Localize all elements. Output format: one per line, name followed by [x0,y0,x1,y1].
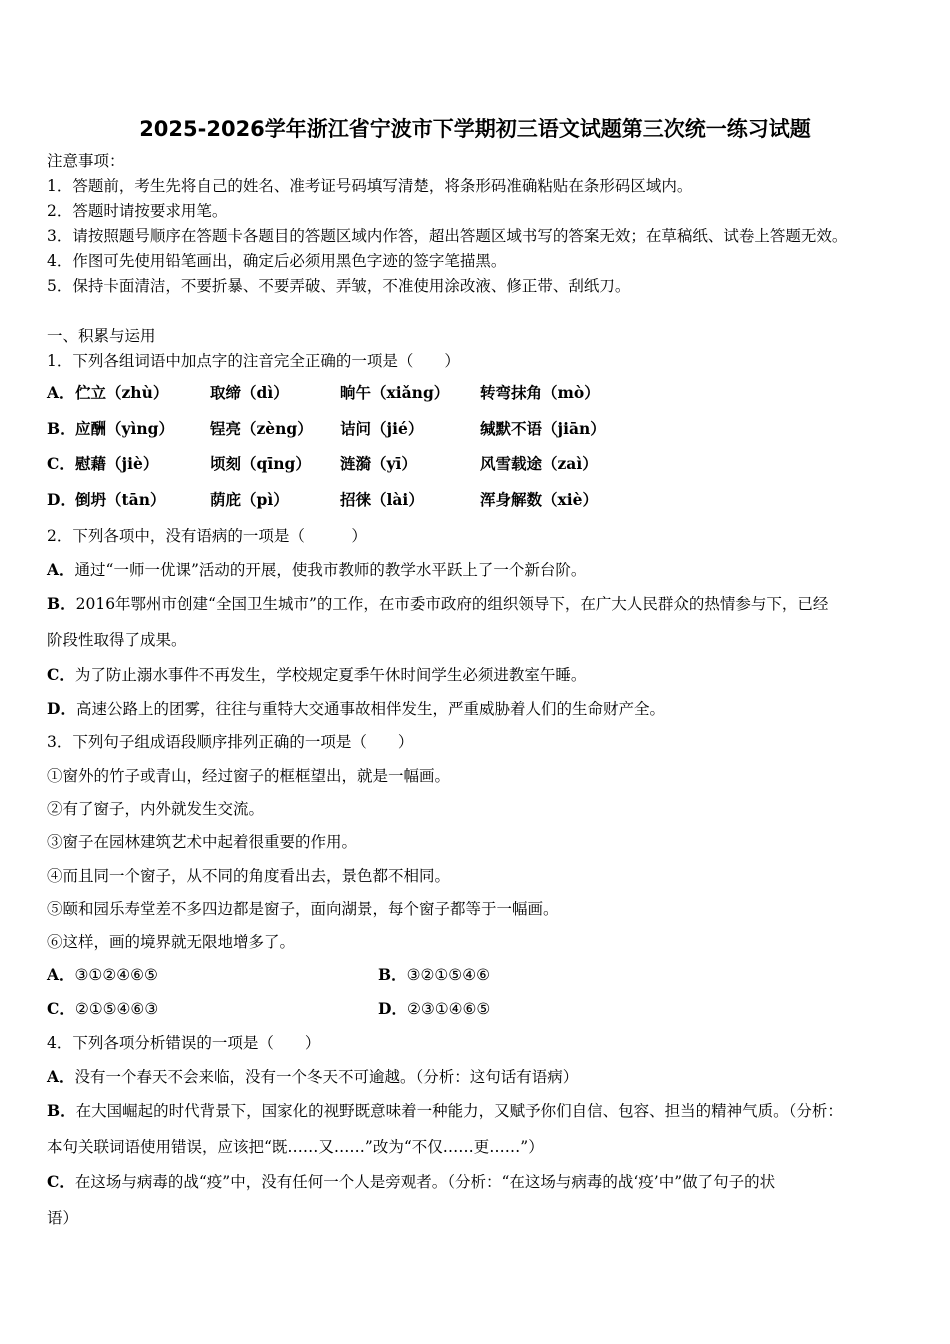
q4-option-c-cont: 语） [47,1209,79,1227]
q3-sentence: ①窗外的竹子或青山，经过窗子的框框望出，就是一幅画。 [47,767,451,785]
option-label: D． [47,699,76,718]
option-text: 在大国崛起的时代背景下，国家化的视野既意味着一种能力，又赋予你们自信、包容、担当的精神气质。（分析： [75,1102,843,1120]
section-heading: 一、积累与运用 [47,327,156,345]
notice-item: 2．答题时请按要求用笔。 [47,202,228,220]
q1-option-word: 晌午（xiǎng） [340,383,450,402]
option-text: ②①⑤④⑥③ [74,1000,159,1018]
option-text: 通过“一师一优课”活动的开展，使我市教师的教学水平跃上了一个新台阶。 [74,561,587,579]
notice-item: 4．作图可先使用铅笔画出，确定后必须用黑色字迹的签字笔描黑。 [47,252,507,270]
option-label: B． [47,594,76,613]
q2-option-c [47,665,586,685]
q1-option-label: D． [47,490,76,509]
option-text: ②③①④⑥⑤ [406,1000,491,1018]
q1-option-word: 倒坍（tān） [75,490,166,509]
option-label: C． [47,665,75,684]
q1-option-label: B． [47,419,76,438]
option-text: 在这场与病毒的战“疫”中，没有任何一个人是旁观者。（分析：“在这场与病毒的战‘疫’中”做了句子的状 [74,1173,776,1191]
q3-option-a [47,965,158,985]
option-label: C． [47,999,75,1018]
notice-item: 1．答题前，考生先将自己的姓名、准考证号码填写清楚，将条形码准确粘贴在条形码区域内。 [47,177,693,195]
q2-option-b-cont: 阶段性取得了成果。 [47,631,187,649]
q3-sentence: ④而且同一个窗子，从不同的角度看出去，景色都不相同。 [47,867,451,885]
q1-option-word: 浑身解数（xiè） [480,490,598,509]
q3-option-d [378,999,490,1019]
option-label: A． [47,560,75,579]
q2-stem: 2．下列各项中，没有语病的一项是（ ） [47,527,367,545]
document-title: 2025-2026学年浙江省宁波市下学期初三语文试题第三次统一练习试题 [139,117,811,141]
q3-sentence: ⑥这样，画的境界就无限地增多了。 [47,933,296,951]
option-text: 为了防止溺水事件不再发生，学校规定夏季午休时间学生必须进教室午睡。 [74,666,587,684]
option-label: A． [47,965,75,984]
q4-option-c [47,1172,775,1192]
q4-option-b [47,1101,843,1121]
option-text: ③①②④⑥⑤ [74,966,158,984]
q1-option-word: 取缔（dì） [210,383,289,402]
q1-option-word: 风雪载途（zaì） [480,454,598,473]
q1-option-word: 诘问（jié） [340,419,424,438]
q1-option-label: A． [47,383,75,402]
q1-option-word: 应酬（yìng） [75,419,175,438]
option-label: B． [47,1101,76,1120]
option-text: 高速公路上的团雾，往往与重特大交通事故相伴发生，严重威胁着人们的生命财产全。 [75,700,665,718]
notice-item: 3．请按照题号顺序在答题卡各题目的答题区域内作答，超出答题区域书写的答案无效；在草稿纸、试卷上答题无效。 [47,227,848,245]
option-label: C． [47,1172,75,1191]
q3-sentence: ⑤颐和园乐寿堂差不多四边都是窗子，面向湖景，每个窗子都等于一幅画。 [47,900,559,918]
q1-option-word: 缄默不语（jiān） [480,419,606,438]
option-label: A． [47,1067,75,1086]
q3-sentence: ②有了窗子，内外就发生交流。 [47,800,265,818]
q4-option-b-cont: 本句关联词语使用错误，应该把“既……又……”改为“不仅……更……”） [47,1138,544,1156]
q3-sentence: ③窗子在园林建筑艺术中起着很重要的作用。 [47,833,358,851]
option-text: 2016年鄂州市创建“全国卫生城市”的工作，在市委市政府的组织领导下，在广大人民群众的热情参与下，已经 [75,595,829,613]
q1-stem: 1．下列各组词语中加点字的注音完全正确的一项是（ ） [47,352,460,370]
q3-option-c [47,999,158,1019]
q3-option-b [378,965,490,985]
q1-option-word: 涟漪（yī） [340,454,417,473]
q2-option-d [47,699,665,719]
q1-option-word: 伫立（zhù） [75,383,169,402]
option-label: B． [378,965,407,984]
q4-option-a [47,1067,578,1087]
q1-option-word: 顷刻（qīng） [210,454,311,473]
q1-option-label: C． [47,454,75,473]
option-label: D． [378,999,407,1018]
q3-stem: 3．下列句子组成语段顺序排列正确的一项是（ ） [47,733,414,751]
q4-stem: 4．下列各项分析错误的一项是（ ） [47,1034,321,1052]
q1-option-word: 招徕（lài） [340,490,424,509]
q1-option-word: 慰藉（jiè） [75,454,159,473]
option-text: 没有一个春天不会来临，没有一个冬天不可逾越。（分析：这句话有语病） [74,1068,579,1086]
q2-option-b [47,594,828,614]
notice-heading: 注意事项： [47,152,125,170]
q1-option-word: 锃亮（zèng） [210,419,313,438]
q1-option-word: 转弯抹角（mò） [480,383,600,402]
option-text: ③②①⑤④⑥ [406,966,490,984]
q2-option-a [47,560,586,580]
q1-option-word: 荫庇（pì） [210,490,289,509]
notice-item: 5．保持卡面清洁，不要折暴、不要弄破、弄皱，不准使用涂改液、修正带、刮纸刀。 [47,277,631,295]
